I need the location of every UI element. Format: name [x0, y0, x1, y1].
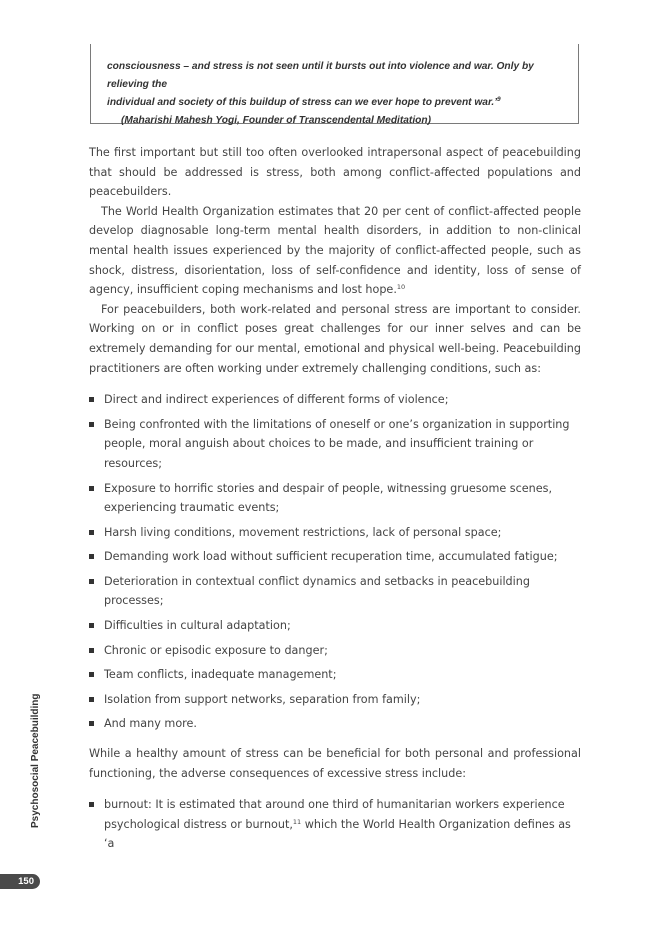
footnote-ref: 11: [292, 817, 302, 826]
conditions-list: [89, 390, 581, 734]
list-item: Harsh living conditions, movement restrictions, lack of personal space;: [89, 523, 581, 543]
quote-line-text: individual and society of this buildup of stress can we ever hope to prevent war.’: [107, 97, 498, 108]
paragraph: The first important but still too often overlooked intrapersonal aspect of peacebuilding that should be addressed is stress, both among conflict-affected populations and peacebuilders.: [89, 146, 581, 199]
list-item: Isolation from support networks, separation from family;: [89, 690, 581, 710]
footnote-ref: 10: [396, 283, 406, 292]
list-item: Difficulties in cultural adaptation;: [89, 616, 581, 636]
list-item: Demanding work load without sufficient recuperation time, accumulated fatigue;: [89, 547, 581, 567]
page-number: 150: [0, 874, 40, 889]
paragraph: For peacebuilders, both work-related and personal stress are important to consider. Working on or in conflict poses great challenges for our inner selves and can be extremely demanding for our mental, emotional and physical well-being. Peacebuilding practitioners are often working under extremely challenging conditions, such as:: [89, 302, 581, 375]
list-item-text: which the World Health Organization defines as ‘a: [104, 817, 571, 851]
paragraph: While a healthy amount of stress can be beneficial for both personal and professional functioning, the adverse consequences of excessive stress include:: [89, 747, 581, 780]
footnote-ref: 9: [497, 96, 501, 103]
quote-line: consciousness – and stress is not seen until it bursts out into violence and war. Only by relieving the: [107, 61, 534, 90]
paragraph: [89, 202, 581, 300]
body-text: [89, 143, 581, 864]
list-item: And many more.: [89, 714, 581, 734]
list-item-text: burnout: It is estimated that around one third of humanitarian workers experience psychological distress or burnout,: [104, 798, 565, 831]
quote-box: [90, 44, 579, 124]
list-item: Being confronted with the limitations of oneself or one’s organization in supporting people, moral anguish about choices to be made, and insufficient training or resources;: [89, 415, 581, 474]
list-item: Team conflicts, inadequate management;: [89, 665, 581, 685]
quote-line: [107, 94, 567, 112]
list-item: [89, 795, 581, 854]
list-item: Exposure to horrific stories and despair of people, witnessing gruesome scenes, experiencing traumatic events;: [89, 479, 581, 518]
list-item: Deterioration in contextual conflict dynamics and setbacks in peacebuilding processes;: [89, 572, 581, 611]
quote-attribution: (Maharishi Mahesh Yogi, Founder of Transcendental Meditation): [121, 115, 431, 126]
paragraph-text: The World Health Organization estimates that 20 per cent of conflict-affected people develop diagnosable long-term mental health disorders, in addition to non-clinical mental health issues experienced by the majority of conflict-affected people, such as shock, distress, disorientation, loss of self-confidence and identity, loss of sense of agency, insufficient coping mechanisms and lost hope.: [89, 204, 581, 297]
list-item: Chronic or episodic exposure to danger;: [89, 641, 581, 661]
consequences-list: [89, 795, 581, 854]
running-section-title: Psychosocial Peacebuilding: [30, 693, 41, 828]
list-item: Direct and indirect experiences of different forms of violence;: [89, 390, 581, 410]
quote-text: [107, 58, 567, 130]
